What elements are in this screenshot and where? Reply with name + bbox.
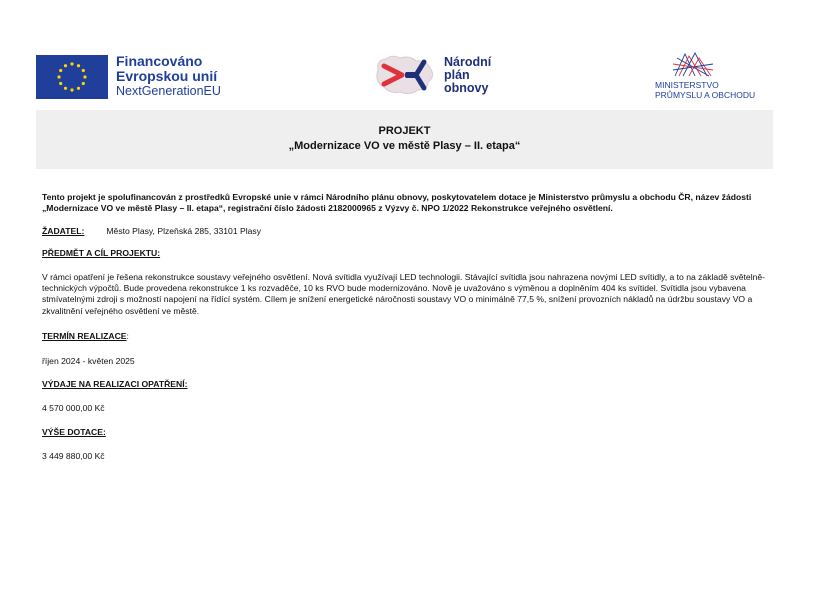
mpo-logo-line2: PRŮMYSLU A OBCHODU [655,90,756,100]
subsidy-heading: VÝŠE DOTACE: [42,426,106,437]
npo-logo [372,50,491,100]
term-heading-row [42,331,782,342]
npo-logo-icon [372,50,440,100]
subsidy-value: 3 449 880,00 Kč [42,451,105,462]
costs-heading: VÝDAJE NA REALIZACI OPATŘENÍ: [42,379,188,390]
applicant-value: Město Plasy, Plzeňská 285, 33101 Plasy [106,225,262,236]
document-body [42,192,782,463]
intro-paragraph: Tento projekt je spolufinancován z prostředků Evropské unie v rámci Národního plánu obnovy, poskytovatelem dotace je Ministerstvo průmyslu a obchodu ČR, název žádosti „Modernizace VO ve městě Plasy – II. etapa“, registrační číslo žádosti 2182000965 z Výzvy č. NPO 1/2022 Rekonstrukce veřejného osvětlení. [42,192,752,214]
mpo-logo-icon [669,50,717,80]
costs-value: 4 570 000,00 Kč [42,403,105,414]
applicant-label: ŽADATEL: [42,225,85,236]
eu-logo-line2: Evropskou unií [116,68,218,84]
project-title: „Modernizace VO ve městě Plasy – II. etapa“ [288,140,521,152]
project-label: PROJEKT [378,125,431,137]
subject-heading: PŘEDMĚT A CÍL PROJEKTU: [42,248,161,259]
npo-logo-line3: obnovy [444,80,489,95]
npo-logo-line1: Národní [444,54,492,69]
mpo-logo [655,50,785,100]
term-heading-colon: : [126,331,129,342]
eu-flag-icon [36,55,108,99]
project-title-band [36,110,773,169]
subject-text: V rámci opatření je řešena rekonstrukce soustavy veřejného osvětlení. Nová svítidla využívají LED technologii. Stávající svítidla jsou nahrazena novými LED svítidly, a to na základě světelně-technických výpočtů. Bude provedena rekonstrukce 1 ks rozvaděče, 10 ks RVO bude modernizováno. Nově je uvažováno s výměnou a doplněním 404 ks svítidel. Svítidla jsou vybavena stmívatelnými zdroji s možností napojení na řídící systém. Cílem je snížení energetické náročnosti soustavy VO o minimálně 77,5 %, snížení provozních nákladů na údržbu soustavy VO a zkvalitnění veřejného osvětlení ve městě. [42,271,766,316]
eu-funding-logo [36,54,221,99]
mpo-logo-line1: MINISTERSTVO [655,80,719,90]
npo-logo-line2: plán [444,67,470,82]
term-value: říjen 2024 - květen 2025 [42,355,135,366]
eu-logo-line3: NextGenerationEU [116,84,221,98]
eu-logo-line1: Financováno [116,53,203,69]
applicant-row [42,226,782,237]
term-heading: TERMÍN REALIZACE [42,331,127,342]
